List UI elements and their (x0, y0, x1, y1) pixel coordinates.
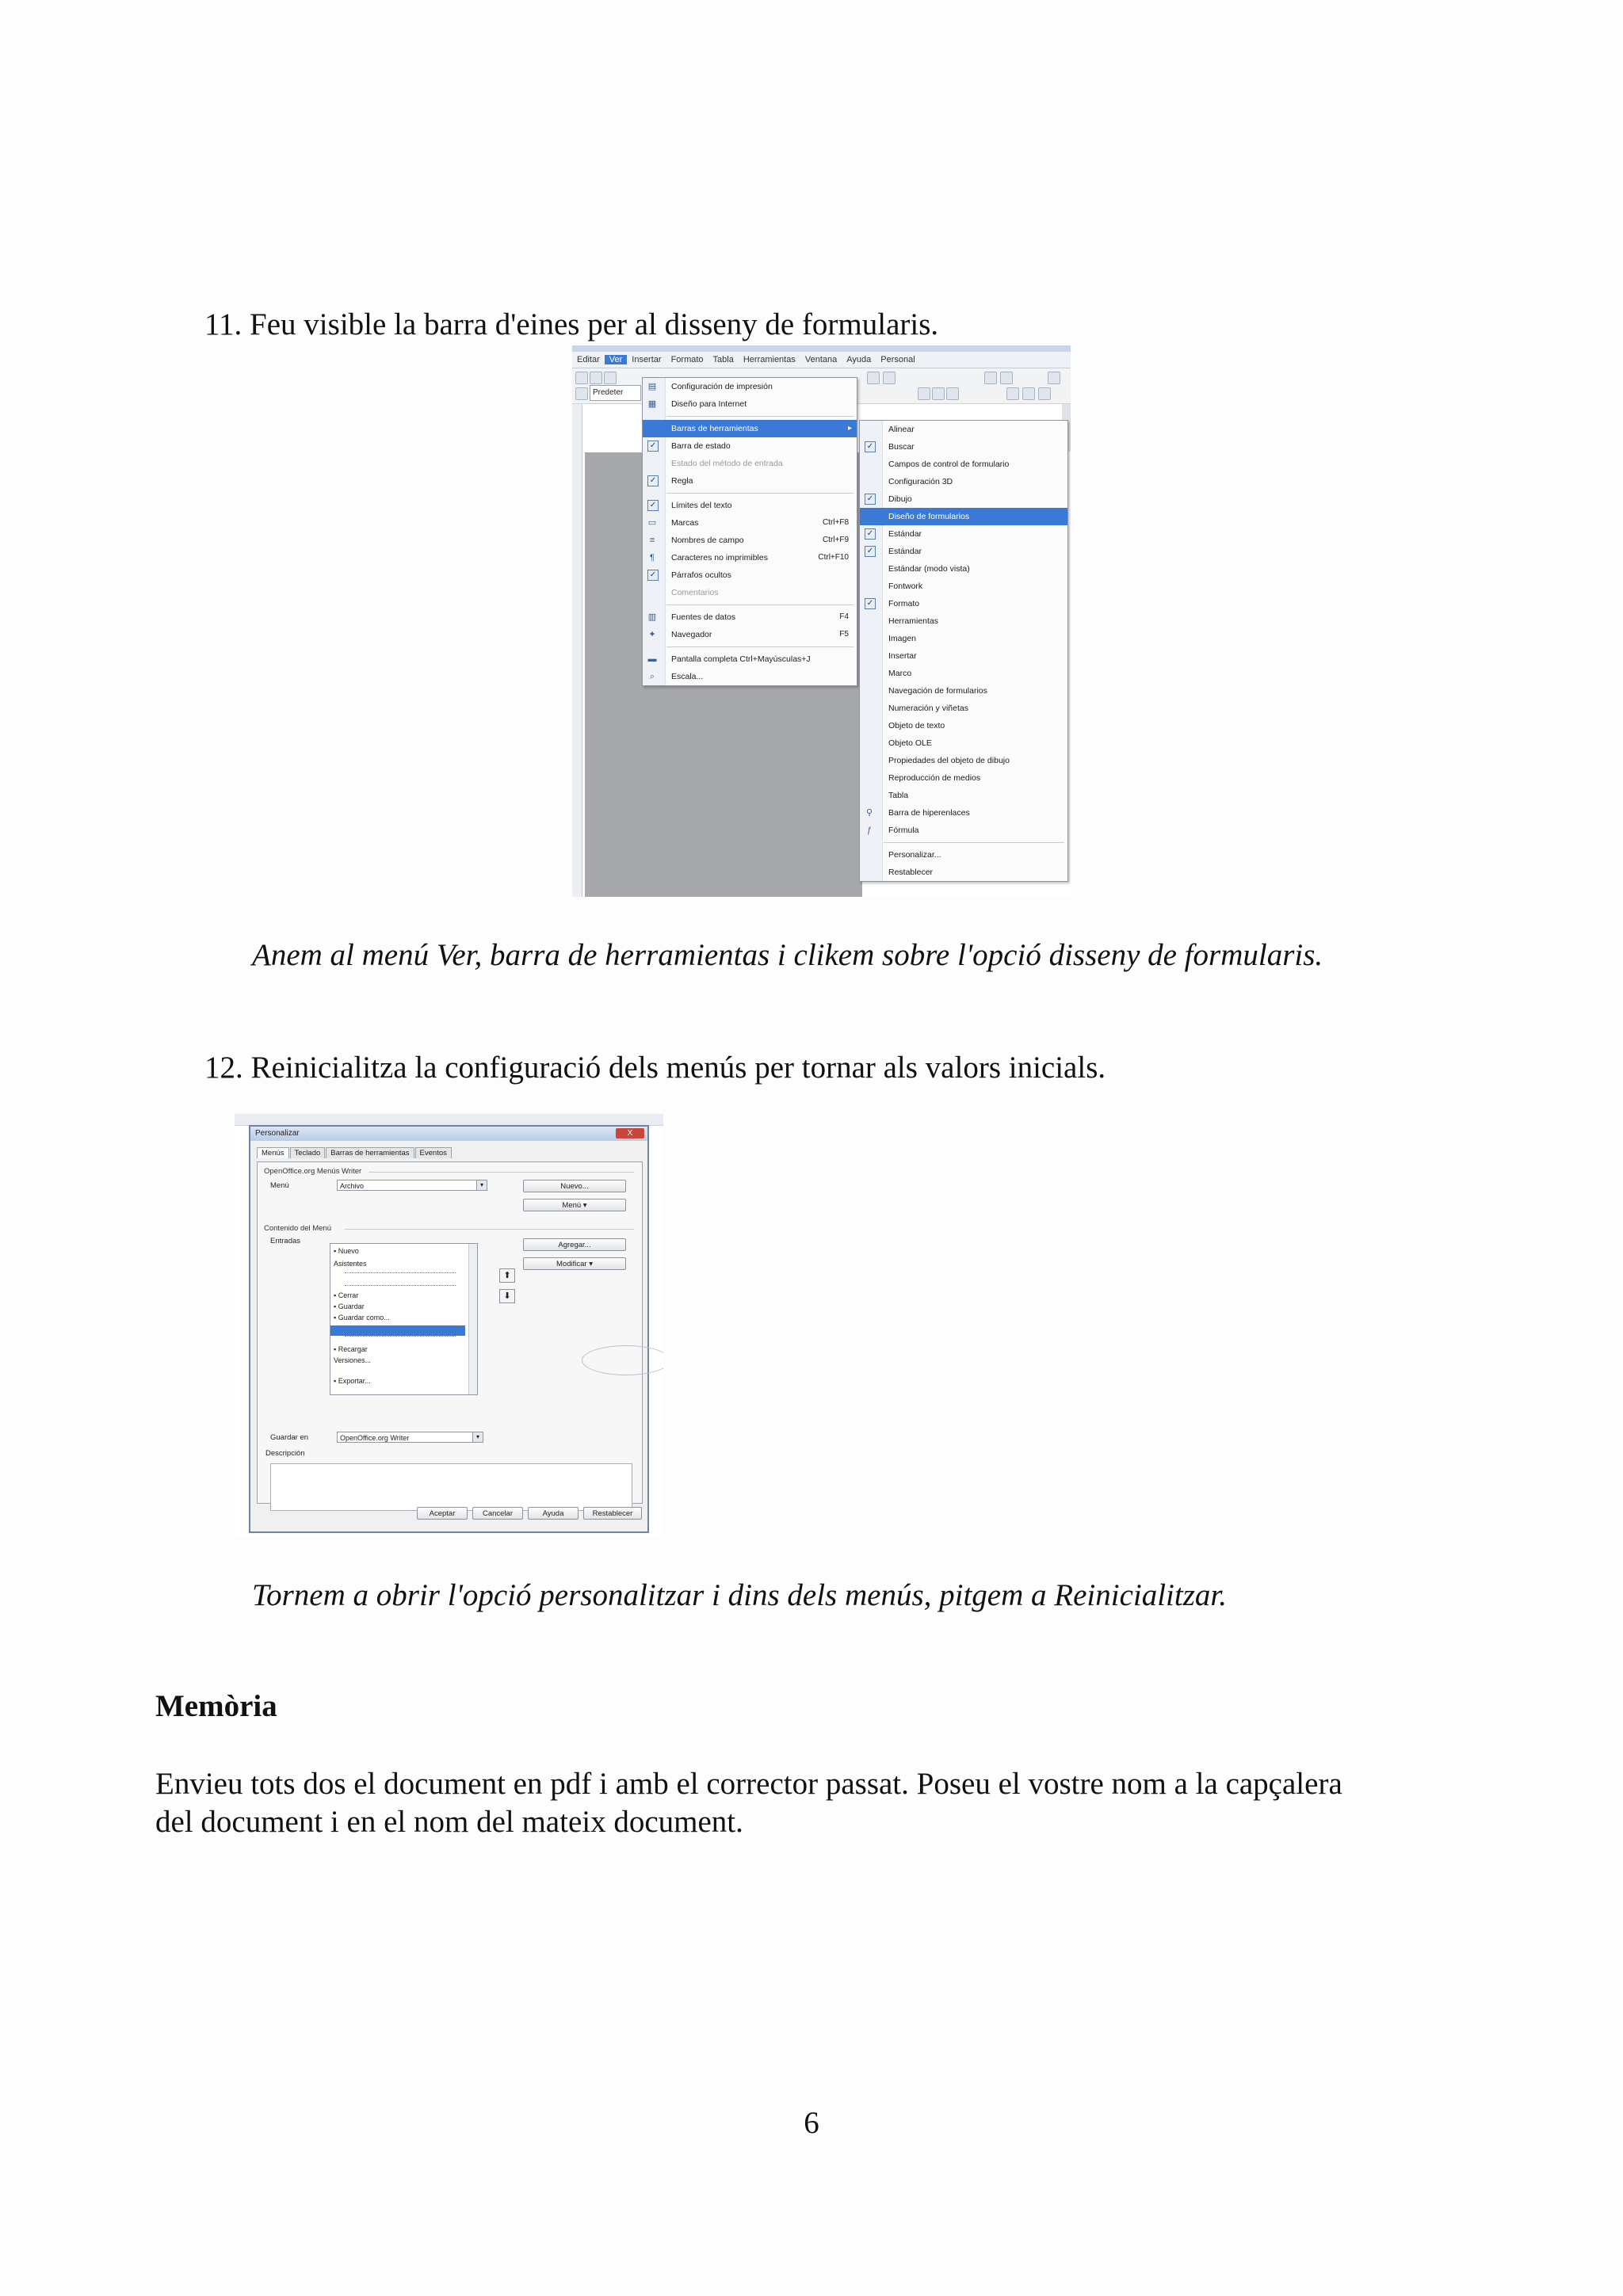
menu-item-label: Navegación de formularios (888, 686, 987, 696)
menu-item[interactable] (860, 717, 1067, 734)
draw-icon[interactable] (1048, 372, 1060, 384)
checkmark-icon: ✓ (865, 598, 876, 609)
description-box (270, 1463, 632, 1511)
modify-label: Modificar (556, 1260, 587, 1268)
menu-item[interactable] (860, 647, 1067, 665)
menu-item[interactable] (860, 822, 1067, 839)
separator-entry (345, 1285, 456, 1286)
separator-entry (345, 1272, 456, 1273)
menu-item-label: Numeración y viñetas (888, 704, 968, 713)
menu-item-label: Campos de control de formulario (888, 460, 1010, 469)
menu-item[interactable] (643, 395, 857, 413)
list-item[interactable] (334, 1356, 371, 1364)
list-item[interactable] (334, 1247, 359, 1255)
window-title-strip (572, 345, 1071, 352)
menu-item[interactable] (860, 682, 1067, 700)
fields-icon: ≡ (649, 536, 655, 545)
menu-item-label: Estándar (888, 547, 922, 556)
close-icon: ▪ (334, 1291, 338, 1299)
toolbars-submenu (859, 420, 1068, 882)
modify-button[interactable]: Modificar ▾ (523, 1257, 626, 1270)
save-icon: ▪ (334, 1302, 338, 1310)
underline-icon[interactable] (946, 387, 959, 400)
list-item[interactable] (334, 1314, 390, 1322)
menu-item[interactable] (643, 378, 857, 395)
page-number: 6 (804, 2106, 819, 2140)
bold-icon[interactable] (918, 387, 930, 400)
fullscreen-icon: ▬ (647, 654, 657, 664)
chevron-down-icon: ▾ (476, 1180, 487, 1190)
item-11-heading: 11. Feu visible la barra d'eines per al disseny de formularis. (204, 307, 939, 341)
hyperlink-icon: ⚲ (865, 808, 873, 818)
menu-separator (666, 493, 854, 494)
highlight-oval (582, 1345, 663, 1375)
group-divider (369, 1172, 634, 1173)
checkmark-icon: ✓ (865, 441, 876, 452)
selected-entry[interactable] (330, 1325, 465, 1336)
list-item-label: Guardar como... (338, 1314, 390, 1322)
memoria-title: Memòria (155, 1689, 277, 1723)
menu-item[interactable] (860, 665, 1067, 682)
menu-shortcut: Ctrl+F9 (822, 536, 849, 544)
list-item-label: Cerrar (338, 1291, 359, 1299)
menu-item-label: Caracteres no imprimibles (671, 553, 768, 563)
menu-label: Menú (270, 1181, 289, 1190)
dialog-tab[interactable]: Teclado (290, 1147, 326, 1158)
menu-item[interactable] (643, 626, 857, 643)
menu-item-label: Diseño de formularios (888, 512, 970, 521)
paragraph-style-box[interactable]: Predeter (590, 385, 641, 401)
menu-item-label: Herramientas (888, 616, 939, 626)
help-button[interactable]: Ayuda (528, 1507, 579, 1520)
dialog-tab[interactable]: Eventos (415, 1147, 452, 1158)
menu-item-label: Barra de estado (671, 441, 731, 451)
dialog-tab[interactable]: Barras de herramientas (326, 1147, 414, 1158)
new-menu-button[interactable]: Nuevo... (523, 1180, 626, 1192)
table-icon[interactable] (984, 372, 997, 384)
dialog-title: Personalizar (250, 1127, 647, 1141)
menu-item[interactable] (643, 566, 857, 584)
menu-item-label: Diseño para Internet (671, 399, 747, 409)
menu-item[interactable] (860, 560, 1067, 578)
list-item-label: Nuevo (338, 1247, 359, 1255)
menubar-item[interactable]: Tabla (712, 355, 734, 364)
formula-icon: ƒ (866, 826, 873, 835)
view-menu-screenshot (572, 345, 1071, 897)
checkmark-icon: ✓ (647, 441, 659, 452)
add-button[interactable]: Agregar... (523, 1238, 626, 1251)
menu-item[interactable] (643, 514, 857, 532)
menu-item[interactable] (643, 532, 857, 549)
checkmark-icon: ✓ (647, 475, 659, 486)
menubar-item[interactable]: Insertar (632, 355, 662, 364)
menu-separator (666, 416, 854, 417)
description-label: Descripción (265, 1449, 305, 1458)
menu-shortcut: F5 (839, 630, 849, 639)
menubar-item[interactable]: Herramientas (743, 355, 796, 364)
close-button[interactable]: X (616, 1128, 644, 1138)
menu-item[interactable] (860, 595, 1067, 612)
menu-item-label: Escala... (671, 672, 704, 681)
list-item[interactable] (334, 1302, 365, 1310)
menubar-item[interactable]: Ver (605, 355, 628, 364)
item-12-caption: Tornem a obrir l'opció personalitzar i dins dels menús, pitgem a Reinicialitzar. (252, 1578, 1228, 1612)
reset-button[interactable]: Restablecer (583, 1507, 642, 1520)
customize-dialog-screenshot (235, 1114, 663, 1538)
menu-item-label: Navegador (671, 630, 712, 639)
menu-item[interactable] (643, 608, 857, 626)
move-up-icon[interactable]: ⬆ (499, 1268, 515, 1283)
menu-item-label: Configuración 3D (888, 477, 953, 486)
menu-bar (572, 352, 1071, 368)
menu-item[interactable] (643, 497, 857, 514)
menu-item[interactable] (860, 734, 1067, 752)
list-item[interactable] (334, 1345, 368, 1353)
menu-item[interactable] (860, 864, 1067, 881)
list-item-label: Recargar (338, 1345, 368, 1353)
menu-item-label: Comentarios (671, 588, 719, 597)
menu-item[interactable] (860, 473, 1067, 490)
checkmark-icon: ✓ (865, 494, 876, 505)
menu-item-label: Fórmula (888, 826, 919, 835)
menu-item-label: Propiedades del objeto de dibujo (888, 756, 1010, 765)
content-group-label: Contenido del Menú (264, 1224, 332, 1233)
menu-item-label: Marco (888, 669, 912, 678)
align-left-icon[interactable] (1006, 387, 1019, 400)
web-layout-icon: ▦ (647, 399, 657, 409)
database-icon: ▥ (647, 612, 657, 622)
move-down-icon[interactable]: ⬇ (499, 1289, 515, 1303)
save-in-value: OpenOffice.org Writer (340, 1434, 410, 1442)
align-right-icon[interactable] (1038, 387, 1051, 400)
grid-icon[interactable] (1000, 372, 1013, 384)
menu-item[interactable] (860, 752, 1067, 769)
styles-icon[interactable] (575, 387, 588, 400)
menu-item-label: Estándar (888, 529, 922, 539)
background-window-strip (235, 1114, 663, 1126)
checkmark-icon: ✓ (647, 570, 659, 581)
menu-item-label: Párrafos ocultos (671, 570, 731, 580)
vertical-ruler (572, 404, 582, 897)
ok-button[interactable]: Aceptar (417, 1507, 468, 1520)
menu-item-label: Imagen (888, 634, 917, 643)
menu-item[interactable] (860, 630, 1067, 647)
menu-group-label: OpenOffice.org Menús Writer (264, 1167, 362, 1176)
open-icon[interactable] (590, 372, 602, 384)
menu-item[interactable] (643, 549, 857, 566)
checkmark-icon: ✓ (865, 528, 876, 540)
entries-list[interactable] (330, 1243, 478, 1395)
paste-icon[interactable] (867, 372, 880, 384)
menubar-item[interactable]: Editar (577, 355, 600, 364)
navigator-icon: ✦ (648, 630, 656, 639)
menu-separator (666, 646, 854, 647)
menu-item-label: Tabla (888, 791, 909, 800)
pilcrow-icon: ¶ (650, 553, 655, 563)
menu-item-label: Objeto de texto (888, 721, 945, 730)
export-icon: ▪ (334, 1377, 338, 1385)
align-center-icon[interactable] (1022, 387, 1035, 400)
menu-item[interactable] (860, 543, 1067, 560)
list-item[interactable] (334, 1377, 371, 1385)
menu-separator (884, 842, 1064, 843)
menu-item-label: Buscar (888, 442, 915, 452)
menu-item-label: Personalizar... (888, 850, 941, 860)
separator-entry (345, 1336, 456, 1337)
menu-item[interactable] (643, 437, 857, 455)
menu-item-label: Estado del método de entrada (671, 459, 783, 468)
list-item-label: Versiones... (334, 1356, 372, 1364)
menubar-item[interactable]: Formato (670, 355, 704, 364)
group-divider (345, 1229, 634, 1230)
menu-item[interactable] (860, 769, 1067, 787)
new-doc-icon: ▪ (334, 1247, 338, 1255)
menubar-item[interactable]: Personal (880, 355, 915, 364)
list-item[interactable] (334, 1260, 367, 1268)
menu-select-value: Archivo (340, 1182, 365, 1190)
menu-item-label: Fuentes de datos (671, 612, 736, 622)
dialog-tabs (257, 1147, 453, 1158)
menu-item[interactable] (860, 508, 1067, 525)
list-item[interactable] (334, 1291, 358, 1299)
menu-shortcut: Ctrl+F10 (818, 553, 849, 562)
reload-icon: ▪ (334, 1345, 338, 1353)
menu-item[interactable] (860, 421, 1067, 438)
italic-icon[interactable] (932, 387, 945, 400)
memoria-text: Envieu tots dos el document en pdf i amb el corrector passat. Poseu el vostre nom a la capçalera del document i en el nom del mateix document. (155, 1767, 1342, 1839)
menu-item[interactable] (860, 578, 1067, 595)
cancel-button[interactable]: Cancelar (472, 1507, 523, 1520)
menu-shortcut: Ctrl+F8 (822, 518, 849, 527)
item-11-caption: Anem al menú Ver, barra de herramientas i clikem sobre l'opció disseny de formularis. (252, 938, 1323, 972)
marks-icon: ▭ (647, 518, 657, 528)
menu-item-label: Pantalla completa Ctrl+Mayúsculas+J (671, 654, 811, 664)
menu-item-label: Fontwork (888, 582, 923, 591)
brush-icon[interactable] (883, 372, 896, 384)
menu-item-label: Barra de hiperenlaces (888, 808, 970, 818)
menu-item-label: Alinear (888, 425, 915, 434)
view-menu (642, 377, 857, 686)
menu-item[interactable] (643, 455, 857, 472)
menu-shortcut: F4 (839, 612, 849, 621)
zoom-icon: ⌕ (649, 672, 655, 681)
list-item-label: Asistentes (334, 1260, 367, 1268)
menu-item[interactable] (860, 700, 1067, 717)
save-in-label: Guardar en (270, 1433, 309, 1442)
checkmark-icon: ✓ (647, 500, 659, 511)
menu-item-label: Dibujo (888, 494, 912, 504)
menu-item[interactable] (643, 420, 857, 437)
menu-item-label: Formato (888, 599, 920, 608)
menu-item-label: Reproducción de medios (888, 773, 981, 783)
menu-item[interactable] (860, 612, 1067, 630)
item-12-heading: 12. Reinicialitza la configuració dels menús per tornar als valors inicials. (204, 1051, 1106, 1085)
list-item-label: Guardar (338, 1302, 365, 1310)
menu-item-label: Estándar (modo vista) (888, 564, 970, 574)
dialog-tab[interactable]: Menús (257, 1147, 289, 1158)
print-layout-icon: ▤ (647, 382, 657, 391)
menu-item[interactable] (860, 456, 1067, 473)
menu-item[interactable] (860, 804, 1067, 822)
menu-item[interactable] (860, 525, 1067, 543)
menu-select[interactable] (337, 1180, 487, 1191)
menu-item-label: Nombres de campo (671, 536, 744, 545)
menubar-item[interactable]: Ayuda (846, 355, 872, 364)
customize-dialog (249, 1125, 649, 1533)
menu-item[interactable] (860, 438, 1067, 456)
menu-item-label: Objeto OLE (888, 738, 932, 748)
chevron-down-icon: ▾ (472, 1432, 483, 1442)
chevron-right-icon: ▸ (847, 424, 852, 433)
list-scrollbar[interactable] (468, 1244, 477, 1394)
menu-item[interactable] (643, 584, 857, 601)
menu-item[interactable] (860, 490, 1067, 508)
menu-item[interactable] (860, 787, 1067, 804)
list-item-label: Exportar... (338, 1377, 371, 1385)
save-icon[interactable] (604, 372, 617, 384)
menubar-item[interactable]: Ventana (804, 355, 838, 364)
menu-item[interactable] (860, 846, 1067, 864)
menu-item-label: Marcas (671, 518, 699, 528)
menu-options-button[interactable]: Menú ▾ (523, 1199, 626, 1211)
menu-item-label: Barras de herramientas (671, 424, 758, 433)
menu-item[interactable] (643, 472, 857, 490)
menu-item[interactable] (643, 668, 857, 685)
checkmark-icon: ✓ (865, 546, 876, 557)
menu-item-label: Insertar (888, 651, 917, 661)
menu-options-label: Menú (562, 1201, 582, 1210)
menu-item-label: Regla (671, 476, 693, 486)
save-as-icon: ▪ (334, 1314, 338, 1322)
menu-item[interactable] (643, 650, 857, 668)
new-doc-icon[interactable] (575, 372, 588, 384)
entries-label: Entradas (270, 1237, 301, 1245)
menu-item-label: Restablecer (888, 868, 934, 877)
menu-item-label: Límites del texto (671, 501, 732, 510)
save-in-select[interactable] (337, 1432, 483, 1443)
menu-item-label: Configuración de impresión (671, 382, 773, 391)
